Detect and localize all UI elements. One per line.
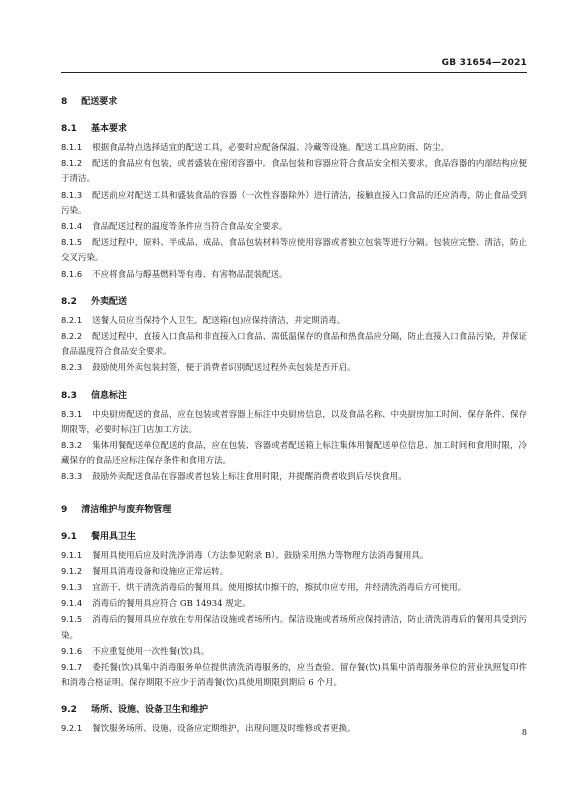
clause-text: 根据食品特点选择适宜的配送工具，必要时应配备保温、冷藏等设施。配送工具应防雨、防尘。 bbox=[92, 143, 450, 153]
clause-text: 委托餐(饮)具集中消毒服务单位提供清洗消毒服务的，应当查验、留存餐(饮)具集中消毒服务单位的营业执照复印件和消毒合格证明。保存期限不应少于消毒餐(饮)具使用期限到期后 6 个月。 bbox=[61, 663, 527, 689]
clause-number: 8.3.1 bbox=[61, 408, 83, 419]
section-heading bbox=[61, 94, 527, 107]
clause-text: 宜沥干、烘干清洗消毒后的餐用具。使用擦拭巾擦干的，擦拭巾应专用，并经清洗消毒后方可使用。 bbox=[92, 583, 467, 594]
subsection-title: 餐用具卫生 bbox=[90, 531, 136, 542]
clause bbox=[61, 469, 527, 485]
clause-text: 餐饮服务场所、设施、设备应定期维护，出现问题及时维修或者更换。 bbox=[92, 724, 356, 735]
subsection-heading bbox=[61, 294, 527, 307]
clause bbox=[61, 596, 527, 612]
clause bbox=[61, 548, 527, 564]
clause-text: 不应重复使用一次性餐(饮)具。 bbox=[92, 646, 210, 657]
clause bbox=[61, 329, 527, 360]
clause bbox=[61, 188, 527, 219]
clause-number: 8.1.2 bbox=[61, 158, 83, 169]
clause bbox=[61, 360, 527, 376]
clause bbox=[61, 313, 527, 329]
clause bbox=[61, 580, 527, 596]
clause-number: 8.1.1 bbox=[61, 142, 83, 152]
clause-text: 餐用具使用后应及时洗净消毒（方法参见附录 B）。鼓励采用热力等物理方法消毒餐用具。 bbox=[92, 550, 429, 561]
clause-text: 中央厨房配送的食品，应在包装或者容器上标注中央厨房信息，以及食品名称、中央厨房加工时间、保存条件、保存期限等，必要时标注门店加工方法。 bbox=[61, 409, 527, 435]
subsection-title: 信息标注 bbox=[90, 390, 127, 401]
section-number: 8 bbox=[61, 97, 68, 107]
subsection-title: 基本要求 bbox=[90, 124, 127, 134]
clause-number: 9.1.2 bbox=[61, 565, 83, 576]
clause-number: 9.1.4 bbox=[61, 598, 83, 609]
clause-text: 集体用餐配送单位配送的食品，应在包装、容器或者配送箱上标注集体用餐配送单位信息、加工时间和食用时限，冷藏保存的食品还应标注保存条件和食用方法。 bbox=[61, 441, 527, 467]
clause-number: 9.1.3 bbox=[61, 582, 83, 593]
clause-number: 9.1.5 bbox=[61, 614, 83, 625]
section-title: 配送要求 bbox=[81, 97, 118, 107]
clause-number: 8.1.3 bbox=[61, 189, 83, 200]
subsection-number: 8.1 bbox=[61, 124, 77, 134]
clause bbox=[61, 219, 527, 235]
subsection-number: 8.3 bbox=[61, 390, 77, 401]
clause bbox=[61, 438, 527, 469]
subsection-number: 9.2 bbox=[61, 705, 77, 716]
subsection-title: 场所、设施、设备卫生和维护 bbox=[90, 705, 208, 716]
standard-number: GB 31654—2021 bbox=[441, 58, 527, 68]
clause-number: 9.1.6 bbox=[61, 645, 83, 656]
clause-text: 消毒后的餐用具应符合 GB 14934 规定。 bbox=[92, 599, 251, 610]
subsection-number: 8.2 bbox=[61, 296, 77, 307]
clause-text: 配送前应对配送工具和盛装食品的容器（一次性容器除外）进行清洁，接触直接入口食品的还应消毒，防止食品受到污染。 bbox=[61, 190, 527, 216]
clause-text: 不应将食品与醇基燃料等有毒、有害物品混装配送。 bbox=[92, 269, 288, 280]
clause-number: 8.1.6 bbox=[61, 268, 83, 279]
clause bbox=[61, 612, 527, 643]
clause-number: 8.1.4 bbox=[61, 221, 83, 232]
clause-number: 8.2.3 bbox=[61, 362, 83, 373]
section-heading bbox=[61, 502, 527, 515]
subsection-heading bbox=[61, 388, 527, 401]
clause bbox=[61, 407, 527, 438]
clause-text: 配送过程中，原料、半成品、成品、食品包装材料等应使用容器或者独立包装等进行分隔。包装应完整、清洁，防止交叉污染。 bbox=[61, 238, 527, 264]
section-title: 清洁维护与废弃物管理 bbox=[81, 504, 172, 515]
clause bbox=[61, 564, 527, 580]
header-rule bbox=[61, 72, 527, 73]
clause bbox=[61, 644, 527, 660]
clause bbox=[61, 140, 527, 156]
subsection-title: 外卖配送 bbox=[90, 296, 127, 307]
clause-text: 配送过程中，直接入口食品和非直接入口食品、需低温保存的食品和热食品应分隔，防止直接入口食品污染，并保证食品温度符合食品安全要求。 bbox=[61, 332, 527, 358]
section-number: 9 bbox=[61, 504, 68, 515]
clause-text: 餐用具消毒设备和设施应正常运转。 bbox=[92, 566, 229, 577]
subsection-number: 9.1 bbox=[61, 531, 77, 542]
clause bbox=[61, 156, 527, 187]
clause-number: 8.2.2 bbox=[61, 331, 83, 342]
clause-number: 9.1.7 bbox=[61, 662, 83, 673]
clause-text: 配送的食品应有包装，或者盛装在密闭容器中。食品包装和容器应符合食品安全相关要求，食品容器的内部结构应便于清洁。 bbox=[61, 159, 527, 185]
clause-text: 消毒后的餐用具应存放在专用保洁设施或者场所内。保洁设施或者场所应保持清洁，防止清洗消毒后的餐用具受到污染。 bbox=[61, 615, 527, 641]
clause-number: 9.1.1 bbox=[61, 549, 83, 560]
subsection-heading bbox=[61, 529, 527, 542]
clause bbox=[61, 721, 527, 737]
clause bbox=[61, 660, 527, 691]
clause-number: 9.2.1 bbox=[61, 723, 83, 734]
clause-number: 8.3.3 bbox=[61, 471, 83, 482]
clause-text: 食品配送过程的温度等条件应当符合食品安全要求。 bbox=[92, 222, 288, 233]
page-number: 8 bbox=[521, 728, 527, 737]
clause bbox=[61, 235, 527, 266]
subsection-heading bbox=[61, 121, 527, 134]
clause-number: 8.3.2 bbox=[61, 440, 83, 451]
clause-text: 鼓励使用外卖包装封签，便于消费者识别配送过程外卖包装是否开启。 bbox=[92, 363, 356, 374]
clause-text: 送餐人员应当保持个人卫生。配送箱(包)应保持清洁，并定期消毒。 bbox=[92, 315, 346, 326]
clause-text: 鼓励外卖配送食品在容器或者包装上标注食用时限，并提醒消费者收到后尽快食用。 bbox=[92, 472, 407, 483]
clause-number: 8.1.5 bbox=[61, 237, 83, 248]
document-body bbox=[61, 94, 527, 738]
clause bbox=[61, 267, 527, 283]
subsection-heading bbox=[61, 702, 527, 715]
clause-number: 8.2.1 bbox=[61, 314, 83, 325]
